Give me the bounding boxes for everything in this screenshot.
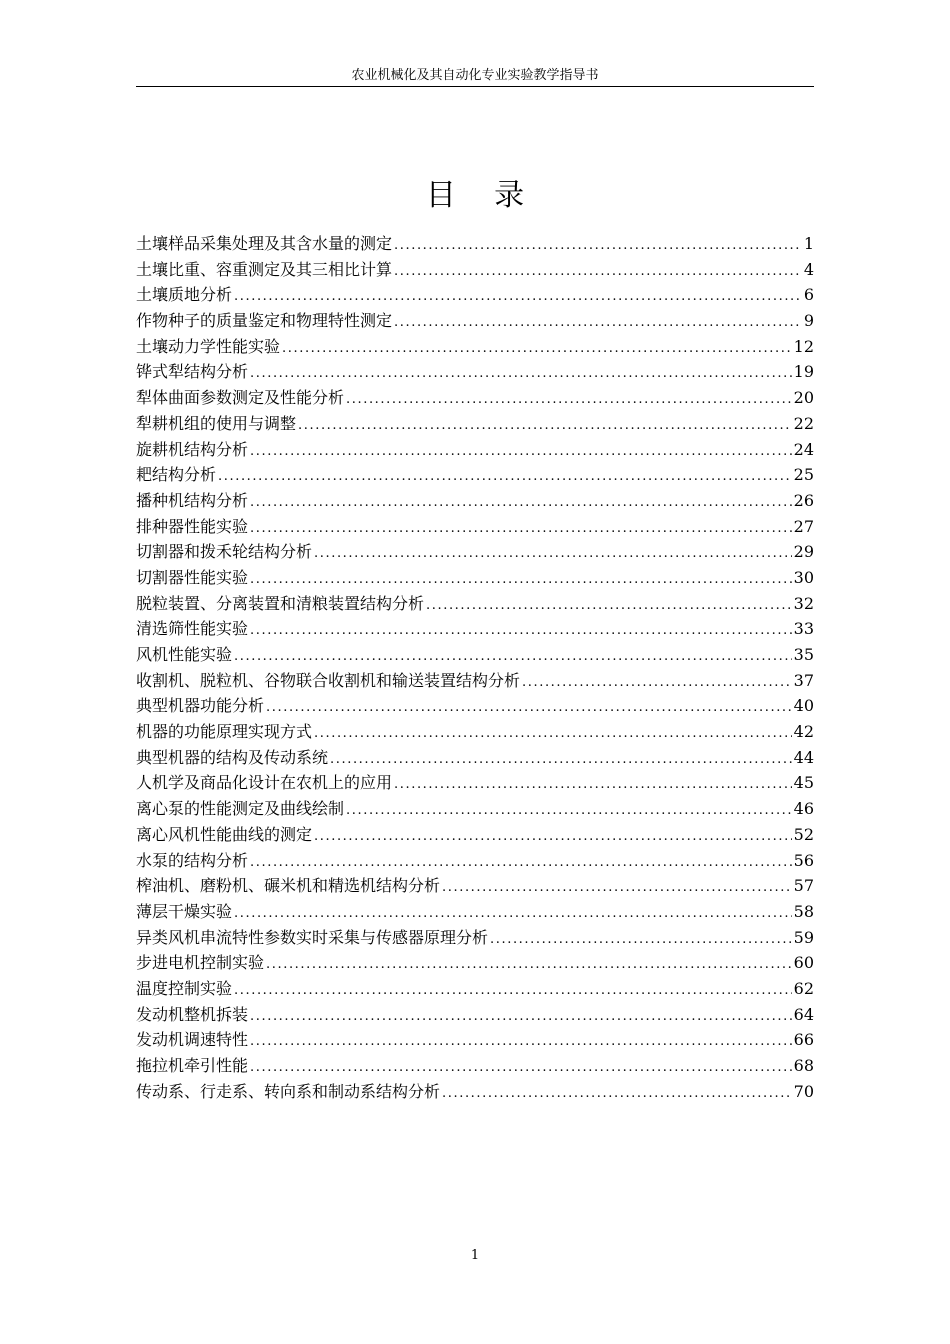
toc-entry-label: 温度控制实验: [136, 978, 233, 998]
toc-entry-page: 25: [793, 465, 814, 485]
toc-entry-label: 犁耕机组的使用与调整: [136, 413, 297, 433]
toc-dot-leader: [442, 1081, 792, 1107]
toc-entry-page: 62: [793, 978, 814, 998]
toc-entry[interactable]: [136, 308, 814, 334]
toc-entry-page: 45: [793, 773, 814, 793]
toc-entry[interactable]: [136, 873, 814, 899]
toc-dot-leader: [426, 593, 792, 619]
toc-entry-label: 作物种子的质量鉴定和物理特性测定: [136, 311, 393, 331]
table-of-contents: [136, 231, 814, 1104]
toc-dot-leader: [250, 850, 792, 876]
toc-entry-label: 薄层干燥实验: [136, 901, 233, 921]
toc-dot-leader: [394, 233, 802, 259]
toc-dot-leader: [442, 875, 792, 901]
toc-entry-label: 人机学及商品化设计在农机上的应用: [136, 773, 393, 793]
toc-dot-leader: [314, 721, 792, 747]
toc-dot-leader: [314, 541, 792, 567]
toc-entry-page: 6: [803, 285, 814, 305]
toc-entry[interactable]: [136, 693, 814, 719]
toc-dot-leader: [234, 644, 792, 670]
toc-entry-label: 传动系、行走系、转向系和制动系结构分析: [136, 1081, 441, 1101]
toc-entry[interactable]: [136, 642, 814, 668]
toc-entry[interactable]: [136, 257, 814, 283]
toc-entry-page: 46: [793, 799, 814, 819]
toc-entry-page: 26: [793, 490, 814, 510]
toc-entry[interactable]: [136, 668, 814, 694]
toc-dot-leader: [298, 413, 792, 439]
toc-dot-leader: [490, 927, 792, 953]
toc-entry-page: 1: [803, 234, 814, 253]
toc-entry-label: 切割器性能实验: [136, 567, 249, 587]
toc-entry-label: 机器的功能原理实现方式: [136, 722, 313, 742]
toc-dot-leader: [394, 310, 802, 336]
toc-entry[interactable]: [136, 282, 814, 308]
toc-entry-label: 典型机器功能分析: [136, 696, 265, 716]
toc-entry-page: 68: [793, 1056, 814, 1075]
toc-entry[interactable]: [136, 1053, 814, 1079]
toc-entry[interactable]: [136, 462, 814, 488]
toc-dot-leader: [346, 798, 792, 824]
toc-entry[interactable]: [136, 565, 814, 591]
toc-entry[interactable]: [136, 616, 814, 642]
toc-entry-page: 58: [793, 901, 814, 921]
toc-dot-leader: [314, 824, 792, 850]
toc-dot-leader: [234, 284, 802, 310]
toc-entry-page: 59: [793, 927, 814, 947]
toc-entry-label: 旋耕机结构分析: [136, 439, 249, 459]
toc-dot-leader: [234, 978, 792, 1004]
toc-dot-leader: [250, 490, 792, 516]
toc-entry[interactable]: [136, 899, 814, 925]
toc-entry-label: 异类风机串流特性参数实时采集与传感器原理分析: [136, 927, 489, 947]
toc-dot-leader: [218, 464, 792, 490]
toc-entry-label: 清选筛性能实验: [136, 619, 249, 639]
toc-dot-leader: [266, 952, 792, 978]
toc-entry-page: 64: [793, 1004, 814, 1024]
toc-entry-label: 土壤样品采集处理及其含水量的测定: [136, 234, 393, 253]
toc-entry-label: 拖拉机牵引性能: [136, 1056, 249, 1075]
page-number: 1: [470, 1248, 480, 1263]
toc-dot-leader: [250, 1004, 792, 1030]
toc-title: 目 录: [425, 178, 525, 213]
toc-dot-leader: [394, 772, 792, 798]
toc-entry-page: 70: [793, 1081, 814, 1101]
toc-dot-leader: [250, 516, 792, 542]
toc-dot-leader: [282, 336, 792, 362]
toc-entry[interactable]: [136, 796, 814, 822]
toc-entry[interactable]: [136, 231, 814, 257]
toc-entry-label: 土壤比重、容重测定及其三相比计算: [136, 259, 393, 279]
toc-entry-page: 57: [793, 876, 814, 896]
toc-entry[interactable]: [136, 359, 814, 385]
toc-entry[interactable]: [136, 719, 814, 745]
toc-entry-page: 30: [793, 567, 814, 587]
toc-dot-leader: [266, 695, 792, 721]
toc-entry[interactable]: [136, 1079, 814, 1105]
toc-entry-label: 离心风机性能曲线的测定: [136, 824, 313, 844]
toc-entry-page: 9: [803, 311, 814, 331]
toc-entry-page: 24: [793, 439, 814, 459]
toc-entry-page: 66: [793, 1030, 814, 1050]
toc-entry[interactable]: [136, 950, 814, 976]
toc-entry[interactable]: [136, 1002, 814, 1028]
toc-entry-page: 44: [793, 747, 814, 767]
toc-dot-leader: [330, 747, 792, 773]
toc-entry-label: 切割器和拨禾轮结构分析: [136, 542, 313, 562]
toc-entry-page: 20: [793, 388, 814, 408]
toc-entry-page: 19: [793, 362, 814, 382]
toc-entry-label: 发动机整机拆装: [136, 1004, 249, 1024]
toc-entry-page: 40: [793, 696, 814, 716]
toc-entry-label: 步进电机控制实验: [136, 953, 265, 973]
toc-entry-label: 犁体曲面参数测定及性能分析: [136, 388, 345, 408]
toc-entry-label: 收割机、脱粒机、谷物联合收割机和输送装置结构分析: [136, 670, 521, 690]
toc-entry[interactable]: [136, 822, 814, 848]
toc-entry-page: 32: [793, 593, 814, 613]
toc-entry-page: 12: [793, 336, 814, 356]
toc-entry[interactable]: [136, 411, 814, 437]
toc-entry[interactable]: [136, 334, 814, 360]
toc-entry-label: 离心泵的性能测定及曲线绘制: [136, 799, 345, 819]
toc-entry-label: 脱粒装置、分离装置和清粮装置结构分析: [136, 593, 425, 613]
toc-dot-leader: [250, 439, 792, 465]
toc-entry[interactable]: [136, 770, 814, 796]
toc-entry[interactable]: [136, 1027, 814, 1053]
toc-dot-leader: [394, 259, 802, 285]
toc-entry-page: 22: [793, 413, 814, 433]
toc-entry-page: 52: [793, 824, 814, 844]
toc-entry-label: 排种器性能实验: [136, 516, 249, 536]
toc-entry[interactable]: [136, 539, 814, 565]
toc-entry-page: 37: [793, 670, 814, 690]
toc-entry-page: 42: [793, 722, 814, 742]
toc-entry-page: 35: [793, 645, 814, 664]
toc-entry-label: 土壤动力学性能实验: [136, 336, 281, 356]
toc-entry-page: 56: [793, 850, 814, 870]
toc-dot-leader: [234, 901, 792, 927]
toc-entry-label: 发动机调速特性: [136, 1030, 249, 1050]
running-header: 农业机械化及其自动化专业实验教学指导书: [351, 68, 599, 83]
toc-entry[interactable]: [136, 848, 814, 874]
toc-entry-page: 27: [793, 516, 814, 536]
toc-entry-label: 铧式犁结构分析: [136, 362, 249, 382]
toc-entry[interactable]: [136, 514, 814, 540]
toc-dot-leader: [522, 670, 792, 696]
toc-entry[interactable]: [136, 745, 814, 771]
toc-entry[interactable]: [136, 925, 814, 951]
toc-dot-leader: [250, 1055, 792, 1081]
toc-entry-page: 33: [793, 619, 814, 639]
header-divider: [136, 86, 814, 87]
toc-entry-label: 风机性能实验: [136, 645, 233, 664]
toc-entry-label: 播种机结构分析: [136, 490, 249, 510]
toc-entry[interactable]: [136, 385, 814, 411]
toc-entry-page: 29: [793, 542, 814, 562]
toc-entry-label: 水泵的结构分析: [136, 850, 249, 870]
toc-entry-label: 榨油机、磨粉机、碾米机和精选机结构分析: [136, 876, 441, 896]
toc-dot-leader: [250, 361, 792, 387]
toc-dot-leader: [250, 567, 792, 593]
toc-entry-page: 4: [803, 259, 814, 279]
toc-entry-page: 60: [793, 953, 814, 973]
toc-entry[interactable]: [136, 437, 814, 463]
toc-entry[interactable]: [136, 976, 814, 1002]
toc-entry-label: 土壤质地分析: [136, 285, 233, 305]
toc-dot-leader: [250, 618, 792, 644]
toc-entry[interactable]: [136, 488, 814, 514]
toc-entry-label: 耙结构分析: [136, 465, 217, 485]
toc-entry[interactable]: [136, 591, 814, 617]
toc-entry-label: 典型机器的结构及传动系统: [136, 747, 329, 767]
toc-dot-leader: [250, 1029, 792, 1055]
toc-dot-leader: [346, 387, 792, 413]
